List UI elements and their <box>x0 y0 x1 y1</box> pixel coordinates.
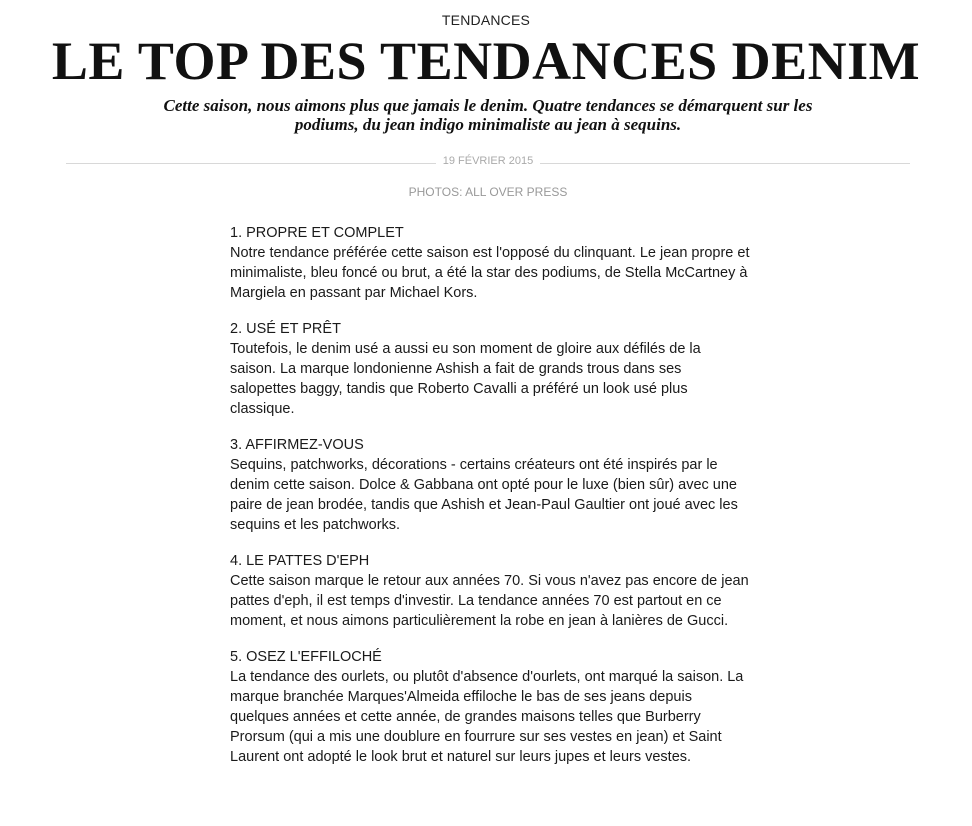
trend-text: Notre tendance préférée cette saison est l'opposé du clinquant. Le jean propre et minimaliste, bleu foncé ou brut, a été la star des podiums, de Stella McCartney à Margiela en passant par Michael Kors. <box>230 245 750 301</box>
publish-date: 19 FÉVRIER 2015 <box>442 155 534 167</box>
trend-heading: 5. OSEZ L'EFFILOCHÉ <box>230 649 382 665</box>
trend-section <box>230 551 750 631</box>
trend-text: Cette saison marque le retour aux années 70. Si vous n'avez pas encore de jean pattes d'eph, il est temps d'investir. La tendance années 70 est partout en ce moment, et nous aimons particulièrement la robe en jean à lanières de Gucci. <box>230 573 749 629</box>
trend-section <box>230 435 750 535</box>
trend-section <box>230 319 750 419</box>
trend-section <box>230 647 750 767</box>
trend-text: La tendance des ourlets, ou plutôt d'absence d'ourlets, ont marqué la saison. La marque branchée Marques'Almeida effiloche le bas de ses jeans depuis quelques années et cette année, de grandes maisons telles que Burberry Prorsum (qui a mis une doublure en fourrure sur ses vestes en jean) et Saint Laurent ont adopté le look brut et naturel sur leurs jupes et leurs vestes. <box>230 669 744 765</box>
trend-heading: 2. USÉ ET PRÊT <box>230 321 341 337</box>
category-link[interactable]: TENDANCES <box>441 12 531 28</box>
divider-right <box>540 163 910 164</box>
trend-text: Sequins, patchworks, décorations - certains créateurs ont été inspirés par le denim cette saison. Dolce & Gabbana ont opté pour le luxe (bien sûr) avec une paire de jean brodée, tandis que Ashish et Jean-Paul Gaultier ont joué avec les sequins et les patchworks. <box>230 457 738 533</box>
article-subtitle: Cette saison, nous aimons plus que jamais le denim. Quatre tendances se démarquent sur les podiums, du jean indigo minimaliste au jean à sequins. <box>163 96 813 134</box>
trend-text: Toutefois, le denim usé a aussi eu son moment de gloire aux défilés de la saison. La marque londonienne Ashish a fait de grands trous dans ses salopettes baggy, tandis que Roberto Cavalli a préféré un look usé plus classique. <box>230 341 701 417</box>
photo-credit: PHOTOS: ALL OVER PRESS <box>408 185 568 199</box>
page-title: LE TOP DES TENDANCES DENIM <box>51 31 921 91</box>
trend-heading: 4. LE PATTES D'EPH <box>230 553 370 569</box>
date-row <box>66 153 910 173</box>
trend-section <box>230 223 750 303</box>
article-body <box>230 223 750 783</box>
trend-heading: 3. AFFIRMEZ-VOUS <box>230 437 364 453</box>
trend-heading: 1. PROPRE ET COMPLET <box>230 225 404 241</box>
